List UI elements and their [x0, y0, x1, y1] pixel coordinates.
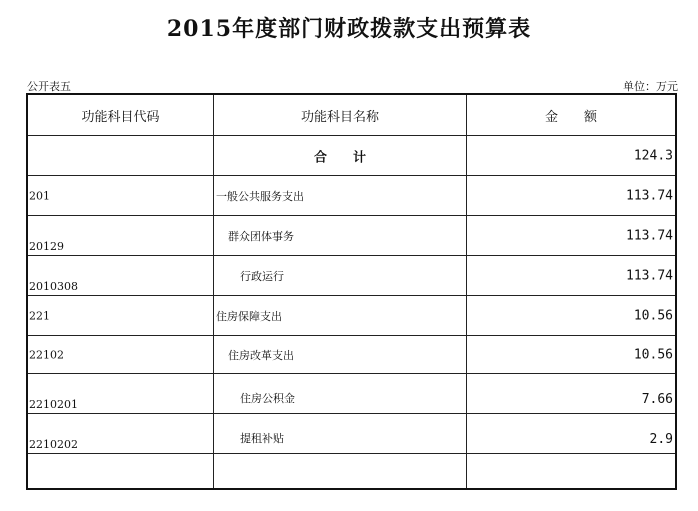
row-name: 群众团体事务 — [228, 229, 294, 243]
row-amount: 113.74 — [626, 228, 673, 243]
budget-table — [26, 93, 677, 490]
total-amount-cell — [467, 136, 675, 175]
table-row — [28, 216, 675, 256]
row-amount: 7.66 — [641, 392, 673, 407]
row-code: 221 — [29, 309, 50, 322]
row-code: 201 — [29, 189, 50, 202]
row-code: 2210201 — [29, 398, 78, 411]
row-code: 2010308 — [29, 280, 78, 293]
row-code: 2210202 — [29, 438, 78, 451]
header-name: 功能科目名称 — [214, 95, 467, 135]
table-row — [28, 336, 675, 374]
row-name: 住房公积金 — [240, 392, 295, 405]
unit-label: 单位：万元 — [623, 80, 678, 93]
table-row — [28, 374, 675, 414]
total-row — [28, 136, 675, 176]
row-name: 住房改革支出 — [228, 348, 294, 362]
header-code: 功能科目代码 — [28, 95, 214, 135]
form-label: 公开表五 — [27, 80, 71, 93]
table-row — [28, 296, 675, 336]
row-code: 22102 — [29, 348, 64, 361]
row-amount: 113.74 — [626, 268, 673, 283]
row-name: 提租补贴 — [240, 432, 284, 445]
table-row — [28, 256, 675, 296]
page-title: 2015年度部门财政拨款支出预算表 — [166, 16, 532, 42]
header-amount: 金 额 — [544, 109, 597, 125]
table-row — [28, 176, 675, 216]
row-amount: 10.56 — [633, 347, 673, 362]
empty-row — [28, 454, 675, 488]
table-row — [28, 414, 675, 454]
table-header-row — [28, 95, 675, 136]
row-name: 住房保障支出 — [216, 309, 282, 323]
total-name-cell — [214, 136, 467, 175]
row-amount: 10.56 — [633, 308, 673, 323]
total-code-cell — [28, 136, 214, 175]
row-name: 行政运行 — [240, 269, 284, 283]
row-name: 一般公共服务支出 — [216, 189, 304, 203]
total-amount: 124.3 — [633, 148, 673, 163]
row-code: 20129 — [29, 240, 64, 253]
total-label: 合 计 — [313, 150, 366, 165]
row-amount: 2.9 — [649, 432, 673, 447]
row-amount: 113.74 — [626, 188, 673, 203]
